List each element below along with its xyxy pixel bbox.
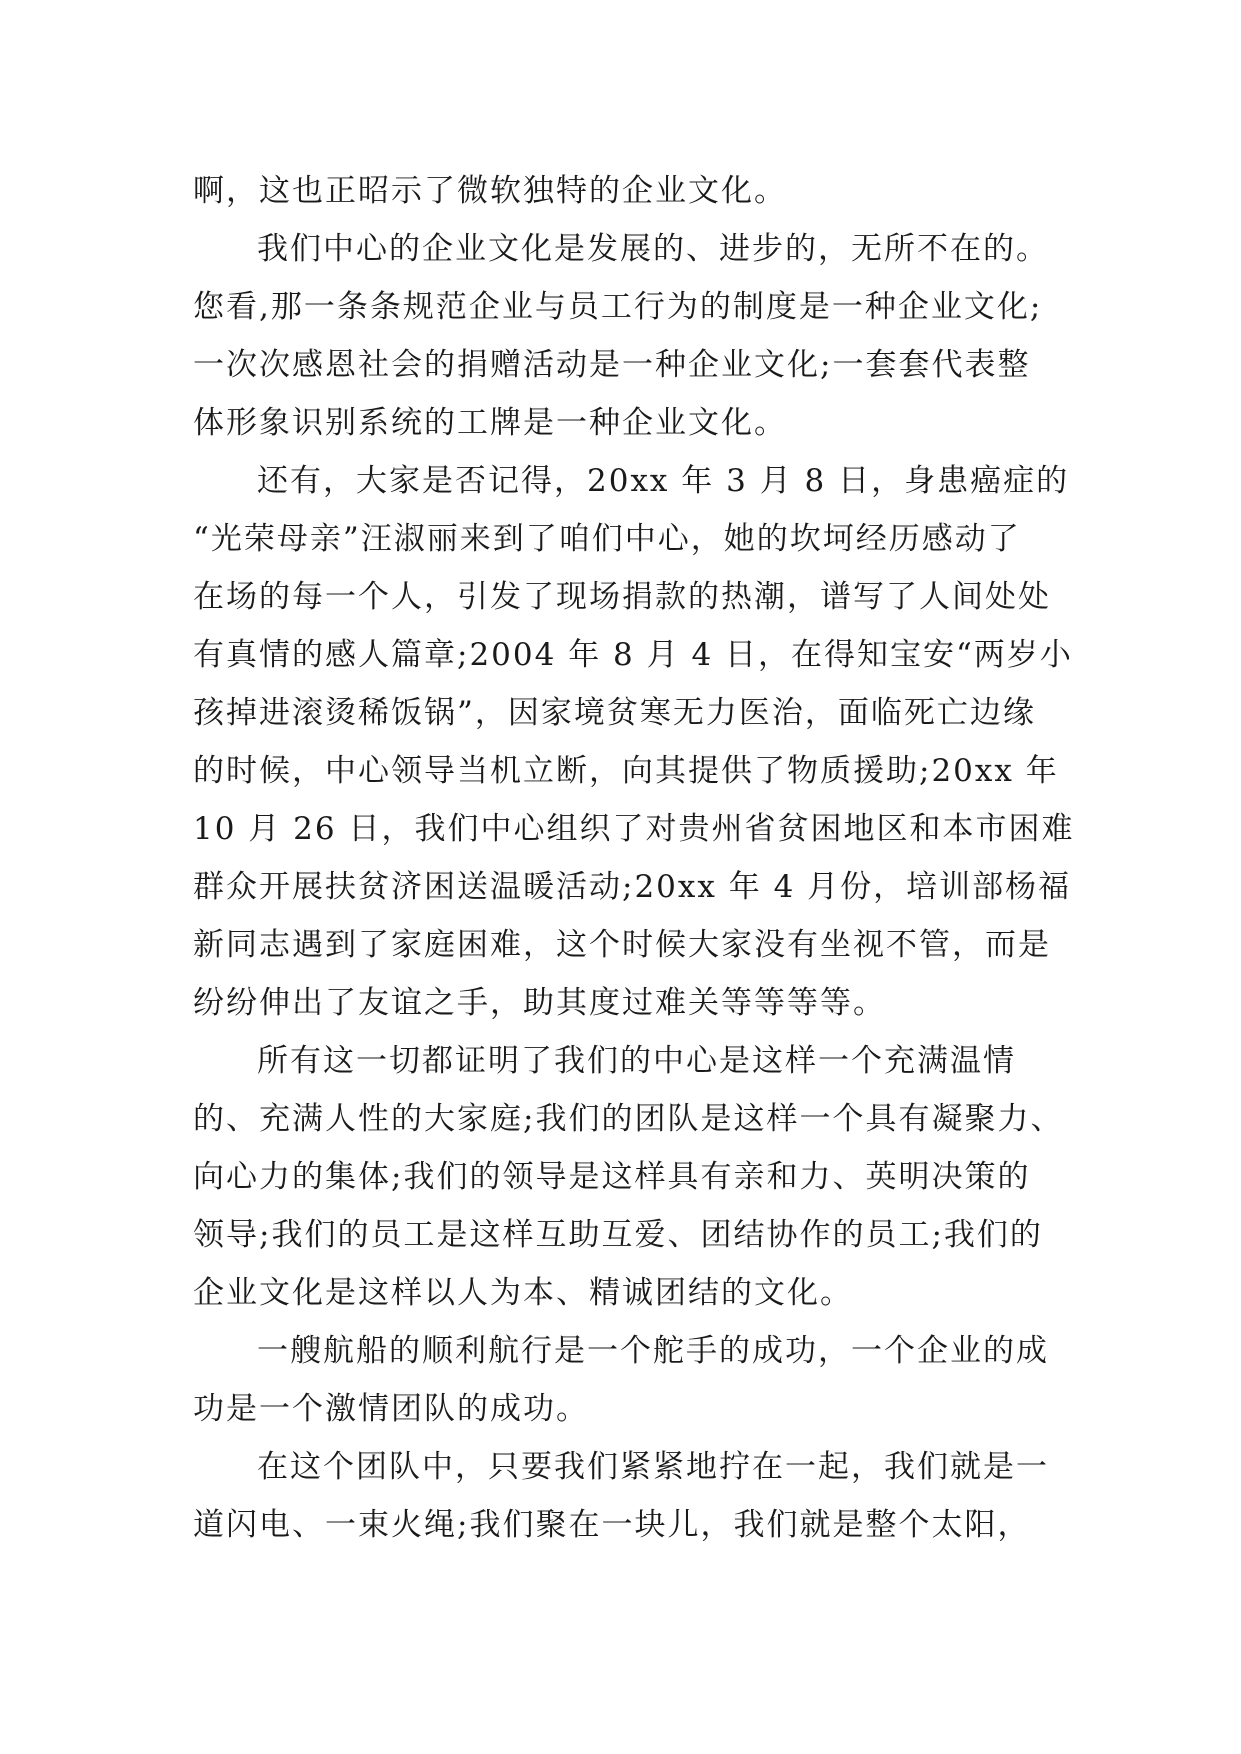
text-line: 纷纷伸出了友谊之手，助其度过难关等等等等。 <box>193 985 886 1021</box>
text-line: 道闪电、一束火绳;我们聚在一块儿，我们就是整个太阳， <box>193 1507 1031 1543</box>
text-line: 在场的每一个人，引发了现场捐款的热潮，谱写了人间处处 <box>193 579 1051 615</box>
paragraph-first-line: 一艘航船的顺利航行是一个舵手的成功，一个企业的成 <box>257 1333 1049 1369</box>
text-line: 您看,那一条条规范企业与员工行为的制度是一种企业文化; <box>193 289 1043 325</box>
body-text <box>193 162 1073 1554</box>
text-line: 的时候，中心领导当机立断，向其提供了物质援助;20xx 年 <box>193 753 1059 789</box>
text-line: 啊，这也正昭示了微软独特的企业文化。 <box>193 173 787 209</box>
text-line: 10 月 26 日，我们中心组织了对贵州省贫困地区和本市困难 <box>193 811 1075 847</box>
text-line: 一次次感恩社会的捐赠活动是一种企业文化;一套套代表整 <box>193 347 1031 383</box>
text-line: “光荣母亲”汪淑丽来到了咱们中心，她的坎坷经历感动了 <box>193 521 1021 557</box>
text-line: 向心力的集体;我们的领导是这样具有亲和力、英明决策的 <box>193 1159 1031 1195</box>
text-line: 新同志遇到了家庭困难，这个时候大家没有坐视不管，而是 <box>193 927 1051 963</box>
text-line: 体形象识别系统的工牌是一种企业文化。 <box>193 405 787 441</box>
text-line: 群众开展扶贫济困送温暖活动;20xx 年 4 月份，培训部杨福 <box>193 869 1072 905</box>
text-line: 的、充满人性的大家庭;我们的团队是这样一个具有凝聚力、 <box>193 1101 1064 1137</box>
text-line: 有真情的感人篇章;2004 年 8 月 4 日，在得知宝安“两岁小 <box>193 637 1073 673</box>
paragraph-first-line: 所有这一切都证明了我们的中心是这样一个充满温情 <box>257 1043 1016 1079</box>
text-line: 企业文化是这样以人为本、精诚团结的文化。 <box>193 1275 853 1311</box>
paragraph-first-line: 我们中心的企业文化是发展的、进步的，无所不在的。 <box>257 231 1049 267</box>
text-line: 领导;我们的员工是这样互助互爱、团结协作的员工;我们的 <box>193 1217 1043 1253</box>
paragraph-first-line: 在这个团队中，只要我们紧紧地拧在一起，我们就是一 <box>257 1449 1049 1485</box>
text-line: 孩掉进滚烫稀饭锅”，因家境贫寒无力医治，面临死亡边缘 <box>193 695 1036 731</box>
paragraph-first-line: 还有，大家是否记得，20xx 年 3 月 8 日，身患癌症的 <box>257 463 1070 499</box>
text-line: 功是一个激情团队的成功。 <box>193 1391 589 1427</box>
